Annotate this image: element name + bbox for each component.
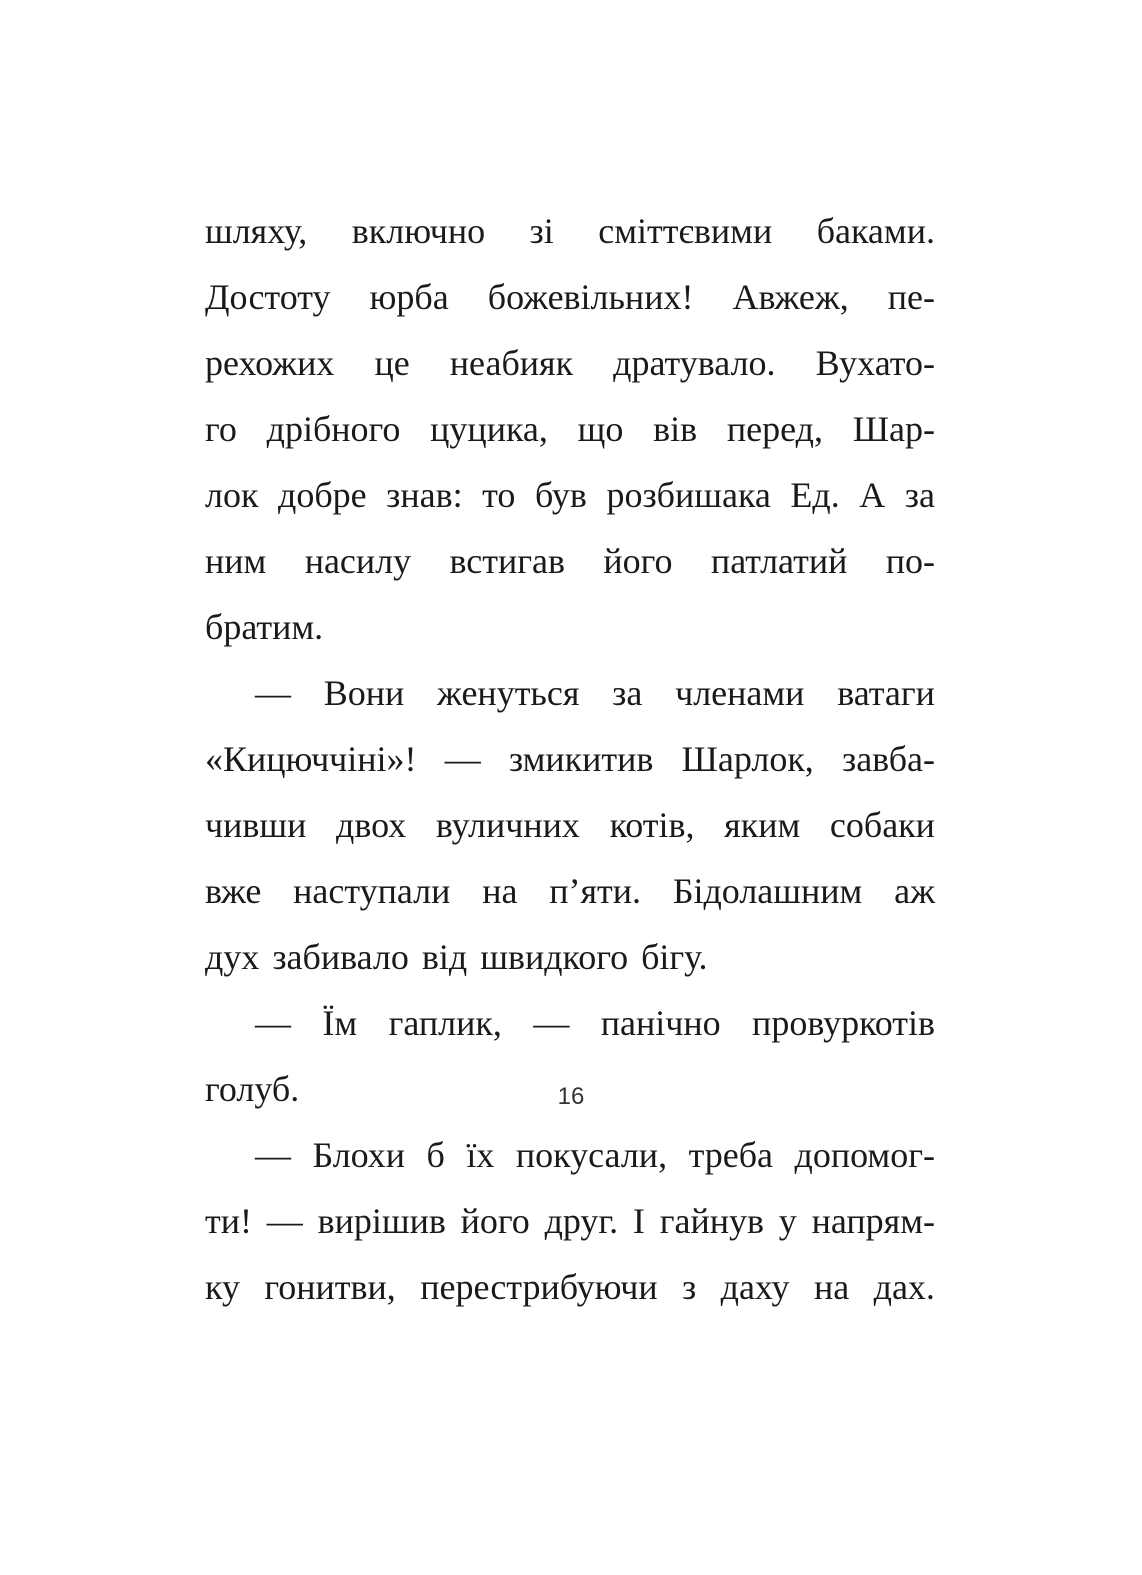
word: панічно [600, 1003, 721, 1043]
word: — [255, 673, 291, 713]
text-line [205, 858, 935, 924]
word: друг. [544, 1201, 619, 1241]
text-line [205, 990, 935, 1056]
word: по- [885, 541, 935, 581]
word: ку [205, 1267, 240, 1307]
word: рехожих [205, 343, 335, 383]
word: гонитви, [264, 1267, 396, 1307]
word: Бідолашним [672, 871, 863, 911]
word: п’яти. [549, 871, 642, 911]
word: — [255, 1003, 291, 1043]
word: у [778, 1201, 797, 1241]
word: перед, [726, 409, 823, 449]
word: І [632, 1201, 645, 1241]
word: його [603, 541, 673, 581]
word: наступали [293, 871, 451, 911]
word: Ед. [790, 475, 840, 515]
word: знав: [386, 475, 463, 515]
word: братим. [205, 607, 324, 647]
word: членами [675, 673, 805, 713]
word: то [482, 475, 516, 515]
word: напрям- [811, 1201, 935, 1241]
word: від [421, 937, 468, 977]
word: дах. [873, 1267, 935, 1307]
word: б [426, 1135, 445, 1175]
word: гаплик, [388, 1003, 502, 1043]
text-line [205, 594, 935, 660]
text-line [205, 462, 935, 528]
word: — [255, 1135, 291, 1175]
word: А [859, 475, 886, 515]
word: лок [205, 475, 259, 515]
word: пе- [887, 277, 935, 317]
word: дух [205, 937, 260, 977]
word: ти! [205, 1201, 252, 1241]
word: перестрибуючи [420, 1267, 658, 1307]
text-line [205, 264, 935, 330]
word: Блохи [312, 1135, 406, 1175]
word: Вони [323, 673, 405, 713]
word: їх [466, 1135, 495, 1175]
word: дрібного [266, 409, 401, 449]
word: на [813, 1267, 850, 1307]
word: вирішив [317, 1201, 446, 1241]
word: женуться [437, 673, 580, 713]
word: чивши [205, 805, 307, 845]
text-line [205, 726, 935, 792]
text-line [205, 1122, 935, 1188]
word: — [266, 1201, 303, 1241]
word: собаки [829, 805, 935, 845]
word: його [460, 1201, 530, 1241]
word: покусали, [515, 1135, 668, 1175]
word: вів [653, 409, 698, 449]
word: забивало [272, 937, 409, 977]
word: включно [351, 211, 486, 251]
word: юрба [369, 277, 449, 317]
word: на [482, 871, 518, 911]
word: Достоту [205, 277, 331, 317]
word: котів, [609, 805, 695, 845]
word: провуркотів [752, 1003, 935, 1043]
word: це [374, 343, 410, 383]
body-text [205, 198, 935, 1320]
word: патлатий [710, 541, 848, 581]
word: завба- [841, 739, 935, 779]
word: за [904, 475, 935, 515]
word: з [681, 1267, 697, 1307]
word: Вухато- [815, 343, 935, 383]
word: бігу. [641, 937, 708, 977]
text-line [205, 528, 935, 594]
word: вже [205, 871, 262, 911]
word: шляху, [205, 211, 308, 251]
word: неабияк [449, 343, 574, 383]
word: Шарлок, [681, 739, 814, 779]
word: даху [720, 1267, 790, 1307]
page-number: 16 [557, 1083, 585, 1110]
word: божевільних! [487, 277, 694, 317]
word: двох [336, 805, 407, 845]
word: вуличних [435, 805, 580, 845]
word: допомог- [794, 1135, 935, 1175]
word: яким [724, 805, 801, 845]
word: встигав [449, 541, 566, 581]
word: цуцика, [430, 409, 548, 449]
word: розбишака [606, 475, 771, 515]
word: насилу [304, 541, 412, 581]
word: «Кицюччіні»! [205, 739, 417, 779]
word: Їм [322, 1003, 358, 1043]
word: добре [278, 475, 367, 515]
word: зі [529, 211, 554, 251]
word: був [534, 475, 587, 515]
word: дратувало. [613, 343, 776, 383]
word: за [612, 673, 643, 713]
text-line [205, 1188, 935, 1254]
text-line [205, 396, 935, 462]
word: Авжеж, [732, 277, 849, 317]
text-line [205, 198, 935, 264]
word: голуб. [205, 1069, 300, 1109]
word: треба [688, 1135, 774, 1175]
word: сміттєвими [598, 211, 773, 251]
word: гайнув [659, 1201, 764, 1241]
word: змикитив [508, 739, 654, 779]
word: швидкого [480, 937, 629, 977]
text-line [205, 924, 935, 990]
text-line [205, 1254, 935, 1320]
word: Шар- [852, 409, 935, 449]
word: ним [205, 541, 267, 581]
word: ватаги [837, 673, 935, 713]
word: аж [894, 871, 935, 911]
word: — [444, 739, 481, 779]
word: баками. [816, 211, 935, 251]
text-line [205, 792, 935, 858]
text-line [205, 330, 935, 396]
word: — [533, 1003, 570, 1043]
word: го [205, 409, 237, 449]
word: що [577, 409, 624, 449]
text-line [205, 660, 935, 726]
